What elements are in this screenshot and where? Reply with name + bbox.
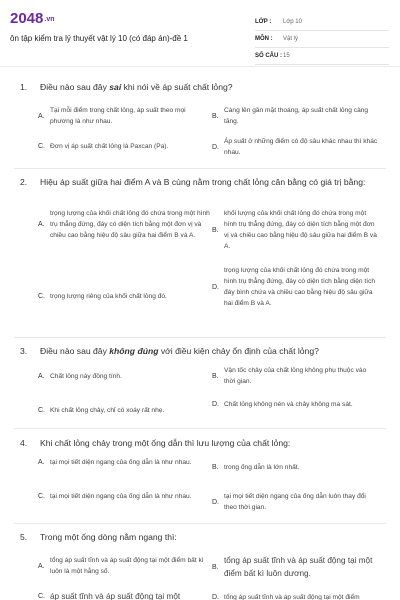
option-text: Chất lỏng này đồng tính. <box>50 373 122 380</box>
option-a[interactable] <box>38 457 208 468</box>
option-label: B. <box>212 372 219 380</box>
option-label: A. <box>38 562 45 570</box>
option-label: D. <box>212 498 219 506</box>
option-c[interactable] <box>38 590 208 600</box>
question-number: 5. <box>20 532 28 542</box>
option-text: khối lượng của khối chất lỏng đó chứa trong một hình trụ thẳng đứng, đáy có diện tích bằng một đơn vị và chiều cao bằng hiệu độ sâu giữa hai điểm B và A. <box>224 210 377 250</box>
option-label: B. <box>212 112 219 120</box>
question-number: 4. <box>20 438 28 448</box>
option-d[interactable] <box>212 491 378 513</box>
option-c[interactable] <box>38 141 208 152</box>
question-stem <box>20 176 388 188</box>
option-label: D. <box>212 401 219 408</box>
logo-text: 2048 <box>10 10 44 27</box>
option-label: C. <box>38 407 45 414</box>
option-label: D. <box>212 594 219 600</box>
question-4 <box>20 437 388 522</box>
question-emphasis: không đúng <box>109 346 159 356</box>
question-3 <box>20 345 388 425</box>
option-text: tổng áp suất tĩnh và áp suất động tại một điểm <box>224 594 360 600</box>
option-text: áp suất tĩnh và áp suất động tại một <box>50 592 181 600</box>
option-text: trong ống dẫn là lớn nhất. <box>224 464 300 471</box>
question-stem <box>20 531 388 543</box>
option-text: trọng lượng riêng của khối chất lỏng đó. <box>50 293 167 300</box>
meta-row-subject <box>255 31 389 48</box>
option-text: Càng lên gần mặt thoáng, áp suất chất lỏng càng tăng. <box>224 107 369 125</box>
option-text: tại mọi tiết diện ngang của ống dẫn là như nhau. <box>50 459 192 466</box>
question-number: 2. <box>20 177 28 187</box>
document-title: ôn tập kiểm tra lý thuyết vật lý 10 (có đáp án)-đề 1 <box>10 34 188 43</box>
meta-key: LỚP : <box>255 19 272 25</box>
option-a[interactable] <box>38 555 208 577</box>
option-d[interactable] <box>212 136 378 158</box>
question-stem <box>20 81 388 93</box>
option-b[interactable] <box>212 554 382 580</box>
question-text <box>40 81 233 93</box>
option-text: Áp suất ở những điểm có độ sâu khác nhau thì khác nhau. <box>224 138 378 156</box>
option-label: A. <box>38 221 45 228</box>
option-label: B. <box>212 464 219 471</box>
option-d[interactable] <box>212 265 380 309</box>
option-text: Tại mỗi điểm trong chất lỏng, áp suất theo mọi phương là như nhau. <box>50 107 186 125</box>
option-b[interactable] <box>212 365 378 387</box>
option-label: B. <box>212 563 219 571</box>
question-stem <box>20 437 388 449</box>
meta-key: SỐ CÂU : <box>255 53 282 59</box>
option-label: C. <box>38 293 45 300</box>
option-label: C. <box>38 493 45 500</box>
option-text: trọng lượng của khối chất lỏng đó chứa trong một hình trụ thẳng đứng, đáy có diện tích bằng diện tích đáy bình chứa và chiều cao bằng hiệu độ sâu giữa hai điểm B và A. <box>224 267 376 307</box>
option-d[interactable] <box>212 592 382 600</box>
option-a[interactable] <box>38 105 208 127</box>
option-label: A. <box>38 459 45 466</box>
option-text: tổng áp suất tĩnh và áp suất động tại một điểm bất kì luôn là một hằng số. <box>50 557 204 575</box>
option-c[interactable] <box>38 291 210 302</box>
option-c[interactable] <box>38 405 208 416</box>
question-number: 1. <box>20 82 28 92</box>
question-2 <box>20 176 388 336</box>
page-header <box>0 0 400 70</box>
meta-row-count <box>255 48 389 65</box>
option-label: A. <box>38 373 45 380</box>
meta-box <box>255 14 389 65</box>
option-text: Chất lỏng không nén và chảy không ma sát. <box>224 401 353 408</box>
option-a[interactable] <box>38 208 210 241</box>
option-text: Đơn vị áp suất chất lỏng là Paxcan (Pa). <box>50 143 169 150</box>
question-5 <box>20 531 388 600</box>
option-text: tổng áp suất tĩnh và áp suất động tại một điểm bất kì luôn dương. <box>224 556 373 578</box>
question-text <box>40 345 319 357</box>
question-text: Khi chất lỏng chảy trong một ống dẫn thì lưu lượng của chất lỏng: <box>40 438 291 448</box>
question-1 <box>20 81 388 161</box>
question-text-post: khi nói về áp suất chất lỏng? <box>121 82 233 92</box>
option-label: B. <box>212 226 219 234</box>
question-divider <box>14 337 386 338</box>
option-label: D. <box>212 143 219 151</box>
option-label: A. <box>38 112 45 120</box>
meta-key: MÔN : <box>255 36 273 42</box>
question-text: Hiệu áp suất giữa hai điểm A và B cùng nằm trong chất lỏng cân bằng có giá trị bằng: <box>40 177 366 187</box>
option-text: Vận tốc chảy của chất lỏng không phụ thuộc vào thời gian. <box>224 367 367 385</box>
question-divider <box>14 523 386 524</box>
question-text-post: với điều kiện chảy ổn định của chất lỏng? <box>158 346 319 356</box>
question-emphasis: sai <box>109 82 122 92</box>
meta-value: Vật lý <box>283 36 299 42</box>
question-stem <box>20 345 388 357</box>
option-d[interactable] <box>212 399 378 410</box>
option-text: Khi chất lỏng chảy, chỉ có xoáy rất nhẹ. <box>50 407 165 414</box>
question-text-pre: Điều nào sau đây <box>40 82 110 92</box>
meta-value: Lớp 10 <box>283 19 302 25</box>
option-label: D. <box>212 283 219 291</box>
option-text: trọng lượng của khối chất lỏng đó chứa trong một hình trụ thẳng đứng, đáy có diện tích bằng một đơn vị và chiều cao bằng hiệu độ sâu giữa hai điểm B và A. <box>50 210 210 239</box>
meta-row-grade <box>255 14 389 31</box>
option-b[interactable] <box>212 462 378 473</box>
question-divider <box>14 168 386 169</box>
question-number: 3. <box>20 346 28 356</box>
logo-suffix: .vn <box>44 15 55 23</box>
site-logo[interactable] <box>10 10 55 27</box>
question-text-pre: Điều nào sau đây <box>40 346 110 356</box>
option-text: tại mọi tiết diện ngang của ống dẫn là như nhau. <box>50 493 192 500</box>
meta-value: 15 <box>283 53 290 59</box>
option-text: tại mọi tiết diện ngang của ống dẫn luôn thay đổi theo thời gian. <box>224 493 366 511</box>
option-label: C. <box>38 143 45 150</box>
option-b[interactable] <box>212 105 378 127</box>
header-divider <box>0 66 400 67</box>
question-divider <box>14 428 386 429</box>
option-b[interactable] <box>212 208 380 252</box>
question-text: Trong một ống dòng nằm ngang thì: <box>40 532 177 542</box>
option-c[interactable] <box>38 491 208 502</box>
option-a[interactable] <box>38 371 208 382</box>
option-label: C. <box>38 593 45 600</box>
